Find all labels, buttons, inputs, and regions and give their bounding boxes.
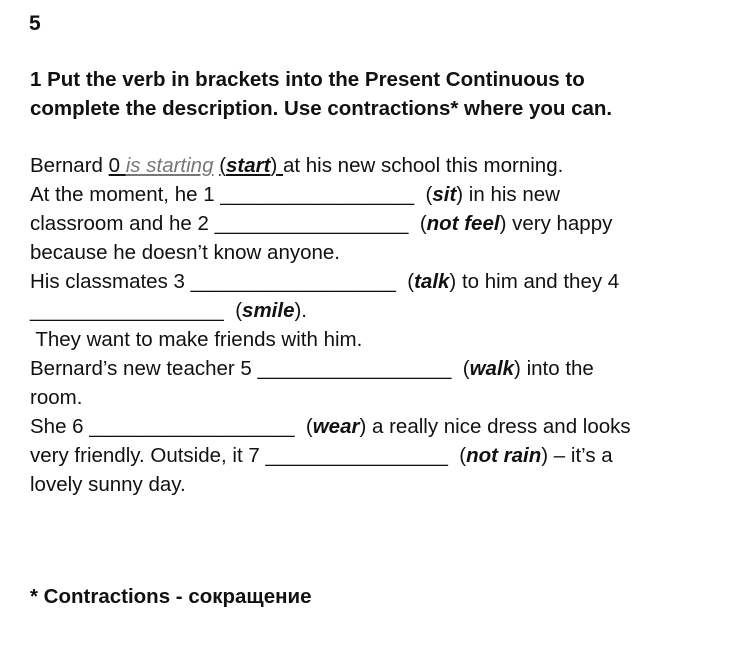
exercise-line-3: because he doesn’t know anyone. (30, 241, 341, 264)
exercise-line-2 (30, 212, 612, 236)
bracket-open: ( (447, 444, 467, 467)
line-text: ) very happy (499, 212, 613, 235)
exercise-line-4 (30, 270, 619, 294)
line-text: classroom and he 2 (30, 212, 215, 235)
exercise-line-5 (30, 299, 307, 323)
bracket-open: ( (408, 212, 427, 235)
instruction-line-2: complete the description. Use contractions* where you can. (30, 97, 613, 120)
bracket-open: ( (223, 299, 243, 322)
exercise-line-6: They want to make friends with him. (30, 328, 363, 351)
answer-blank-5[interactable]: _________________ (257, 357, 452, 380)
exercise-line-7 (30, 357, 594, 381)
bracket-open: ( (395, 270, 415, 293)
line-text: ). (294, 299, 307, 322)
example-answer: is starting (125, 154, 214, 177)
line-text: ) to him and they 4 (449, 270, 620, 293)
exercise-line-1 (30, 183, 560, 207)
verb-not-feel: not feel (426, 212, 500, 235)
exercise-line-0 (30, 154, 563, 178)
line-text: She 6 (30, 415, 90, 438)
verb-smile: smile (242, 299, 295, 322)
answer-blank-1[interactable]: _________________ (220, 183, 415, 206)
verb-wear: wear (312, 415, 360, 438)
answer-blank-2[interactable]: _________________ (214, 212, 409, 235)
answer-blank-7[interactable]: ________________ (265, 444, 448, 467)
verb-not-rain: not rain (466, 444, 542, 467)
verb-sit: sit (432, 183, 457, 206)
exercise-line-8: room. (30, 386, 83, 409)
page-number: 5 (29, 12, 41, 35)
exercise-line-10 (30, 444, 613, 468)
exercise-line-11: lovely sunny day. (30, 473, 186, 496)
line-text: Bernard (30, 154, 109, 177)
instruction-line-1: 1 Put the verb in brackets into the Present Continuous to (30, 68, 585, 91)
bracket-open: ( (294, 415, 313, 438)
exercise-line-9 (30, 415, 631, 439)
line-text: ) into the (514, 357, 594, 380)
line-text: Bernard’s new teacher 5 (30, 357, 258, 380)
bracket-open: ( (414, 183, 433, 206)
line-text: ) in his new (456, 183, 560, 206)
line-text: very friendly. Outside, it 7 (30, 444, 266, 467)
bracket-open: ( (451, 357, 470, 380)
bracket-close: ) (270, 154, 278, 177)
footnote: * Contractions - сокращение (30, 585, 312, 608)
answer-blank-6[interactable]: __________________ (89, 415, 295, 438)
line-text: At the moment, he 1 (30, 183, 221, 206)
verb-talk: talk (414, 270, 450, 293)
line-text: at his new school this morning. (282, 154, 564, 177)
answer-blank-4[interactable]: _________________ (30, 299, 224, 322)
answer-blank-3[interactable]: __________________ (190, 270, 396, 293)
line-text: His classmates 3 (30, 270, 191, 293)
bracket-open: ( (219, 154, 227, 177)
verb-walk: walk (469, 357, 515, 380)
example-number: 0 (108, 154, 121, 177)
verb-start: start (226, 154, 271, 177)
line-text: ) a really nice dress and looks (359, 415, 631, 438)
line-text: ) – it’s a (541, 444, 613, 467)
